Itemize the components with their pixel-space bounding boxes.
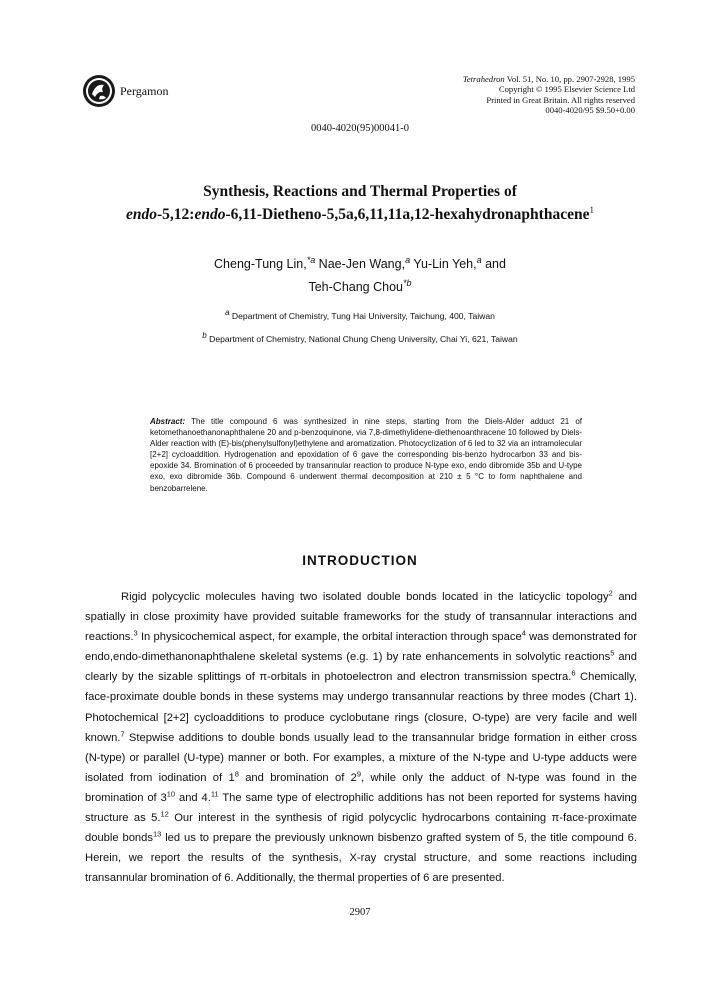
journal-info bbox=[463, 74, 635, 116]
intro-text-11: The same type of electrophilic additions has not been reported for systems having structure as 5. bbox=[85, 791, 637, 825]
title-part-b: -5,12: bbox=[157, 206, 195, 224]
intro-text-1: Rigid polycyclic molecules having two isolated double bonds located in the laticyclic topology bbox=[121, 591, 609, 603]
abstract-label: Abstract: bbox=[150, 417, 186, 426]
paper-title bbox=[0, 182, 720, 224]
page-number: 2907 bbox=[349, 907, 371, 918]
ref-13: 13 bbox=[152, 829, 162, 839]
author-line-2 bbox=[0, 274, 720, 297]
intro-text-2: and spatially in close proximity have provided suitable frameworks for the study of transannular interactions and reactions. bbox=[85, 591, 637, 644]
ref-7: 7 bbox=[120, 728, 125, 738]
journal-citation bbox=[463, 74, 635, 84]
affiliation-b bbox=[0, 326, 720, 349]
author-line-1 bbox=[0, 251, 720, 274]
title-footnote-ref: 1 bbox=[589, 205, 594, 215]
intro-paragraph bbox=[85, 587, 637, 888]
intro-text-5: and clearly by the sizable splittings of π-orbitals in photoelectron and electron transmission spectra. bbox=[85, 651, 637, 684]
ref-2: 2 bbox=[608, 588, 613, 598]
title-endo-1: endo bbox=[126, 206, 158, 224]
author-yeh-affil: a bbox=[476, 255, 482, 265]
intro-text-9: , while only the adduct of N-type was found in the bromination of 3 bbox=[85, 771, 637, 804]
author-lin-affil: *a bbox=[306, 255, 316, 265]
printed-line: Printed in Great Britain. All rights reserved bbox=[486, 94, 635, 105]
publisher-name: Pergamon bbox=[120, 84, 169, 98]
ref-3: 3 bbox=[133, 628, 138, 638]
author-and: and bbox=[481, 257, 506, 272]
title-part-d: -6,11-Dietheno-5,5a,6,11,11a,12-hexahydronaphthacene bbox=[225, 206, 590, 224]
affil-a-text: Department of Chemistry, Tung Hai University, Taichung, 400, Taiwan bbox=[229, 310, 495, 321]
title-line-2 bbox=[0, 201, 720, 224]
author-lin: Cheng-Tung Lin, bbox=[214, 257, 307, 272]
intro-text-8: and bromination of 2 bbox=[238, 771, 357, 784]
ref-5: 5 bbox=[610, 648, 615, 658]
author-list bbox=[0, 251, 720, 297]
intro-text-12: Our interest in the synthesis of rigid polycyclic hydrocarbons containing π-face-proximate double bonds bbox=[85, 812, 637, 845]
intro-text-10: and 4. bbox=[175, 791, 211, 804]
title-endo-2: endo bbox=[194, 206, 226, 224]
abstract-text: The title compound 6 was synthesized in nine steps, starting from the Diels-Alder adduct 21 of ketomethanoethanonaphthalene 20 and p-benzoquinone, via 7,8-dimethylidene-diethenoanthracene 10 followed by Diels-Alder reaction with (E)-bis(phenylsulfonyl)ethylene and aromatization. Photocyclization of 6 led to 32 via an intramolecular [2+2] cycloaddition. Hydrogenation and epoxidation of 6 gave the corresponding bis-benzo hydrocarbon 33 and bis-epoxide 34. Bromination of 6 proceeded by transannular reaction to produce N-type exo, endo dibromide 35b and U-type exo, exo dibromide 36b. Compound 6 underwent thermal decomposition at 210 ± 5 °C to form naphthalene and benzobarrelene. bbox=[150, 417, 582, 493]
ref-11: 11 bbox=[210, 789, 219, 799]
intro-text-13: led us to prepare the previously unknown bisbenzo grafted system of 5, the title compound 6. Herein, we report the results of the synthesis, X-ray crystal structure, and some reactions including transannular bromination of 6. Additionally, the thermal properties of 6 are presented. bbox=[85, 832, 638, 885]
journal-volume: Vol. 51, No. 10, pp. 2907-2928, 1995 bbox=[504, 74, 635, 84]
intro-text-3: In physicochemical aspect, for example, the orbital interaction through space bbox=[137, 631, 522, 644]
affil-b-marker: b bbox=[202, 330, 207, 340]
ref-9: 9 bbox=[356, 769, 362, 779]
abstract bbox=[150, 416, 582, 494]
affil-a-marker: a bbox=[225, 308, 230, 317]
author-wang-affil: a bbox=[405, 255, 411, 265]
intro-text-7: Stepwise additions to double bonds usually lead to the transannular bridge formation in either cross (N-type) or parallel (U-type) manner or both. For examples, a mixture of the N-type and U-type adducts were isolated from iodination of 1 bbox=[85, 731, 637, 784]
intro-text-4: was demonstrated for endo,endo-dimethanonaphthalene skeletal systems (e.g. 1) by rate enhancements in solvolytic reactions bbox=[85, 631, 637, 664]
affiliations bbox=[0, 303, 720, 349]
ref-12: 12 bbox=[160, 809, 169, 819]
affil-b-text: Department of Chemistry, National Chung Cheng University, Chai Yi, 621, Taiwan bbox=[206, 333, 518, 344]
author-wang: Nae-Jen Wang, bbox=[315, 257, 406, 272]
pergamon-logo bbox=[82, 74, 116, 108]
price-line: 0040-4020/95 $9.50+0.00 bbox=[545, 105, 635, 116]
section-heading: INTRODUCTION bbox=[302, 553, 418, 568]
affiliation-a bbox=[0, 303, 720, 326]
ref-8: 8 bbox=[234, 769, 239, 779]
author-chou: Teh-Chang Chou bbox=[308, 280, 403, 295]
title-line-1: Synthesis, Reactions and Thermal Properties of bbox=[203, 183, 517, 200]
ref-4: 4 bbox=[521, 628, 526, 638]
journal-name: Tetrahedron bbox=[462, 74, 505, 84]
ref-10: 10 bbox=[166, 789, 176, 799]
author-chou-affil: *b bbox=[403, 278, 412, 289]
doi-code: 0040-4020(95)00041-0 bbox=[311, 123, 409, 134]
author-yeh: Yu-Lin Yeh, bbox=[410, 257, 477, 272]
copyright-line: Copyright © 1995 Elsevier Science Ltd bbox=[498, 84, 635, 95]
intro-text-6: Chemically, face-proximate double bonds in these systems may undergo transannular reactions by three modes (Chart 1). Photochemical [2+2] cycloadditions to produce cyclobutane rings (closure, O-type) are very facile and well known. bbox=[85, 671, 638, 744]
ref-6: 6 bbox=[571, 668, 576, 678]
